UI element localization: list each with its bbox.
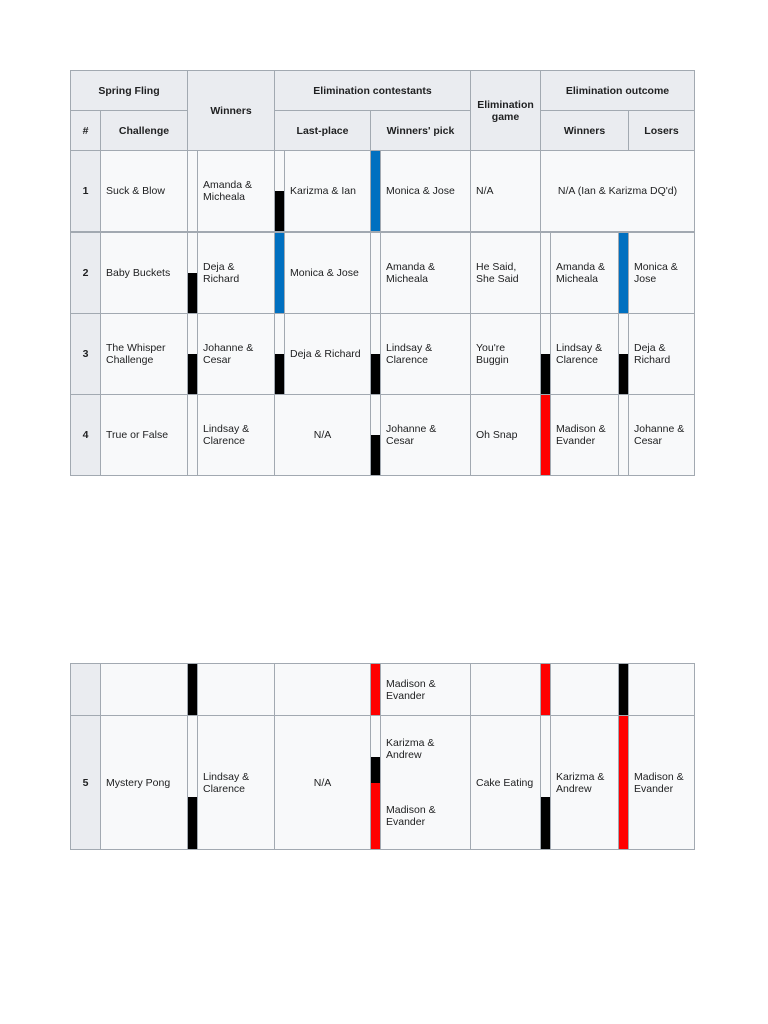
header-outcome-losers: Losers	[629, 111, 695, 151]
color-bar	[619, 716, 629, 850]
outcome-winners-cell: Madison & Evander	[551, 395, 619, 476]
row-number: 4	[71, 395, 101, 476]
challenge-cell: Mystery Pong	[101, 716, 188, 850]
winners-cell: Lindsay & Clarence	[198, 716, 275, 850]
elimination-game-cell: He Said, She Said	[471, 233, 541, 314]
last-place-cell: N/A	[275, 395, 371, 476]
color-bar	[188, 151, 198, 232]
header-challenge: Challenge	[101, 111, 188, 151]
table-row	[71, 395, 695, 476]
color-bar	[188, 716, 198, 850]
outcome-losers-cell: Deja & Richard	[629, 314, 695, 395]
outcome-losers-cell: Monica & Jose	[629, 233, 695, 314]
table-row	[71, 233, 695, 314]
table-row	[71, 716, 695, 783]
color-bar	[275, 233, 285, 314]
challenge-cell	[101, 664, 188, 716]
row-number: 3	[71, 314, 101, 395]
outcome-winners-cell: Lindsay & Clarence	[551, 314, 619, 395]
elimination-game-cell: Cake Eating	[471, 716, 541, 850]
challenge-cell: Baby Buckets	[101, 233, 188, 314]
color-bar	[541, 314, 551, 395]
outcome-winners-cell: Amanda & Micheala	[551, 233, 619, 314]
last-place-cell	[275, 664, 371, 716]
color-bar	[275, 314, 285, 395]
color-bar	[371, 233, 381, 314]
last-place-cell: Deja & Richard	[285, 314, 371, 395]
header-elimination-game: Elimination game	[471, 71, 541, 151]
row-number: 5	[71, 716, 101, 850]
color-bar	[619, 664, 629, 716]
outcome-winners-cell: Karizma & Andrew	[551, 716, 619, 850]
table-row	[71, 151, 695, 232]
table-row	[71, 314, 695, 395]
color-bar	[541, 395, 551, 476]
elimination-game-cell: Oh Snap	[471, 395, 541, 476]
last-place-cell: N/A	[275, 716, 371, 850]
winners-pick-cell: Lindsay & Clarence	[381, 314, 471, 395]
outcome-losers-cell: Johanne & Cesar	[629, 395, 695, 476]
row-number: 2	[71, 233, 101, 314]
challenge-cell: Suck & Blow	[101, 151, 188, 232]
header-spring-fling: Spring Fling	[71, 71, 188, 111]
header-winners: Winners	[188, 71, 275, 151]
color-bar	[541, 664, 551, 716]
header-elimination-outcome: Elimination outcome	[541, 71, 695, 111]
last-place-cell: Monica & Jose	[285, 233, 371, 314]
winners-cell: Johanne & Cesar	[198, 314, 275, 395]
outcome-winners-cell	[551, 664, 619, 716]
winners-cell: Amanda & Micheala	[198, 151, 275, 232]
winners-cell	[198, 664, 275, 716]
color-bar	[188, 314, 198, 395]
header-last-place: Last-place	[275, 111, 371, 151]
color-bar	[275, 151, 285, 232]
elimination-game-cell: You're Buggin	[471, 314, 541, 395]
winners-pick-cell: Madison & Evander	[381, 664, 471, 716]
outcome-losers-cell	[629, 664, 695, 716]
winners-pick-cell: Monica & Jose	[381, 151, 471, 232]
header-winners-pick: Winners' pick	[371, 111, 471, 151]
table-row	[71, 664, 695, 716]
challenge-cell: The Whisper Challenge	[101, 314, 188, 395]
color-bar	[371, 664, 381, 716]
header-elimination-contestants: Elimination contestants	[275, 71, 471, 111]
elimination-game-cell	[471, 664, 541, 716]
winners-pick-cell: Amanda & Micheala	[381, 233, 471, 314]
winners-cell: Lindsay & Clarence	[198, 395, 275, 476]
row-number	[71, 664, 101, 716]
elimination-outcome-cell: N/A (Ian & Karizma DQ'd)	[541, 151, 695, 232]
elimination-game-cell: N/A	[471, 151, 541, 232]
winners-pick-cell: Madison & Evander	[381, 783, 471, 850]
color-bar	[188, 664, 198, 716]
color-bar	[188, 395, 198, 476]
winners-cell: Deja & Richard	[198, 233, 275, 314]
last-place-cell: Karizma & Ian	[285, 151, 371, 232]
header-number: #	[71, 111, 101, 151]
elimination-table-continued	[70, 663, 695, 850]
winners-pick-cell: Karizma & Andrew	[381, 716, 471, 783]
color-bar	[371, 783, 381, 850]
color-bar	[619, 395, 629, 476]
row-number: 1	[71, 151, 101, 232]
color-bar	[371, 395, 381, 476]
color-bar	[619, 233, 629, 314]
outcome-losers-cell: Madison & Evander	[629, 716, 695, 850]
elimination-table-body	[70, 232, 695, 476]
header-outcome-winners: Winners	[541, 111, 629, 151]
color-bar	[371, 314, 381, 395]
color-bar	[371, 151, 381, 232]
color-bar	[619, 314, 629, 395]
challenge-cell: True or False	[101, 395, 188, 476]
color-bar	[371, 716, 381, 783]
color-bar	[541, 233, 551, 314]
color-bar	[541, 716, 551, 850]
color-bar	[188, 233, 198, 314]
winners-pick-cell: Johanne & Cesar	[381, 395, 471, 476]
elimination-table	[70, 70, 695, 232]
